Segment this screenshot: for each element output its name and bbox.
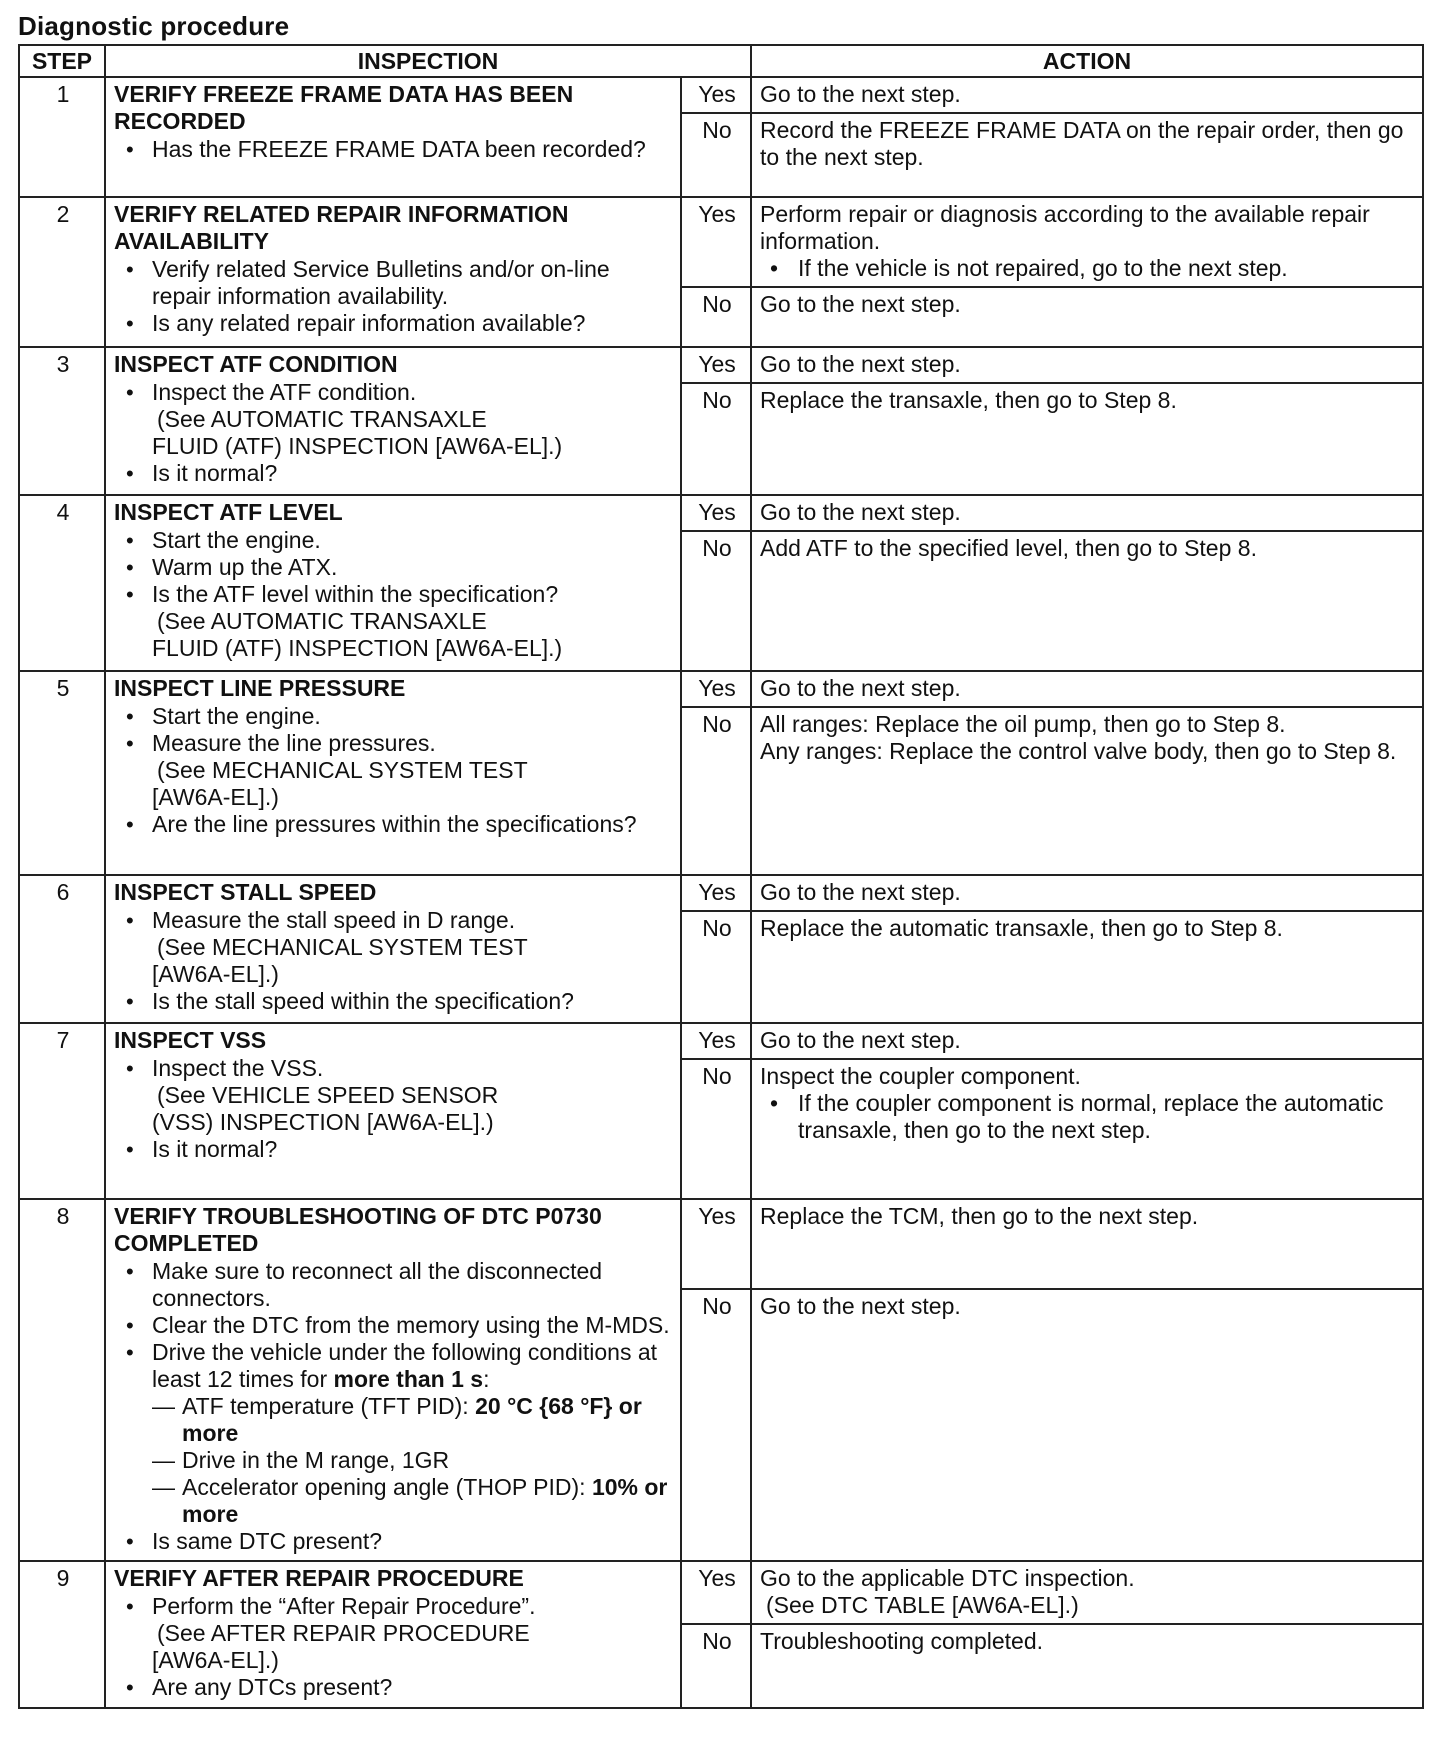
inspection-bullet: • Verify related Service Bulletins and/or on-line repair information availability. [114, 256, 674, 310]
reference-link-cont[interactable]: FLUID (ATF) INSPECTION [AW6A-EL].) [152, 433, 563, 459]
bullet-text-end: : [483, 1366, 490, 1392]
reference-link-cont[interactable]: [AW6A-EL].) [152, 961, 279, 987]
bullet-text: Drive the vehicle under the following conditions at least 12 times for [152, 1339, 658, 1392]
inspection-bullet [114, 1339, 674, 1528]
inspection-cell [105, 77, 681, 197]
yes-label: Yes [681, 1561, 751, 1624]
inspection-question: • Is same DTC present? [114, 1528, 674, 1555]
inspection-title: INSPECT ATF LEVEL [114, 499, 343, 525]
reference-link-cont[interactable]: (VSS) INSPECTION [AW6A-EL].) [152, 1109, 494, 1135]
inspection-bullet [114, 1593, 674, 1674]
inspection-title: INSPECT ATF CONDITION [114, 351, 398, 377]
inspection-bullet-text: Perform the “After Repair Procedure”. [152, 1593, 536, 1619]
yes-label: Yes [681, 495, 751, 531]
step-number: 5 [19, 671, 105, 875]
yes-label: Yes [681, 1023, 751, 1059]
action-yes: Go to the applicable DTC inspection. [760, 1565, 1135, 1591]
inspection-question: • Are any DTCs present? [114, 1674, 674, 1701]
no-label: No [681, 911, 751, 1023]
yes-label: Yes [681, 197, 751, 287]
condition-item [152, 1474, 674, 1528]
inspection-bullet-text: Measure the line pressures. [152, 730, 436, 756]
column-header-action: ACTION [751, 45, 1423, 77]
step-number: 9 [19, 1561, 105, 1708]
no-label: No [681, 707, 751, 875]
table-header-row [19, 45, 1423, 77]
action-yes: Go to the next step. [751, 1023, 1423, 1059]
dash-mark: — [152, 1447, 175, 1473]
no-label: No [681, 113, 751, 197]
table-row [19, 77, 1423, 113]
step-number: 1 [19, 77, 105, 197]
inspection-cell [105, 347, 681, 495]
inspection-bullet-text: Inspect the ATF condition. [152, 379, 417, 405]
reference-link[interactable]: (See DTC TABLE [AW6A-EL].) [766, 1592, 1079, 1618]
action-no: Replace the transaxle, then go to Step 8. [751, 383, 1423, 495]
column-header-step: STEP [19, 45, 105, 77]
inspection-cell [105, 197, 681, 347]
action-no: Troubleshooting completed. [751, 1624, 1423, 1708]
condition-item [152, 1393, 674, 1447]
inspection-bullet [114, 379, 674, 460]
step-number: 7 [19, 1023, 105, 1199]
action-yes: Go to the next step. [751, 875, 1423, 911]
action-no: Go to the next step. [751, 287, 1423, 347]
page-title: Diagnostic procedure [18, 11, 290, 41]
no-label: No [681, 531, 751, 671]
condition-text: Accelerator opening angle (THOP PID): [182, 1474, 592, 1500]
inspection-cell [105, 671, 681, 875]
action-yes: Go to the next step. [751, 347, 1423, 383]
inspection-question-text: Is the ATF level within the specification? [152, 581, 559, 607]
condition-item [152, 1447, 674, 1474]
table-row [19, 495, 1423, 531]
action-no-cell [751, 707, 1423, 875]
condition-text: Drive in the M range, 1GR [182, 1447, 450, 1473]
action-yes: Go to the next step. [751, 495, 1423, 531]
inspection-bullet: • Start the engine. [114, 527, 674, 554]
action-no-sub: • If the coupler component is normal, replace the automatic transaxle, then go to the next step. [760, 1090, 1416, 1144]
action-no: Inspect the coupler component. [760, 1063, 1081, 1089]
reference-link[interactable]: (See AFTER REPAIR PROCEDURE [157, 1620, 530, 1646]
inspection-cell [105, 1023, 681, 1199]
inspection-cell [105, 495, 681, 671]
inspection-title: INSPECT VSS [114, 1027, 267, 1053]
step-number: 8 [19, 1199, 105, 1561]
diagnostic-procedure-table [18, 44, 1424, 1709]
table-row [19, 1023, 1423, 1059]
inspection-question: • Are the line pressures within the specifications? [114, 811, 674, 838]
reference-link-cont[interactable]: [AW6A-EL].) [152, 1647, 279, 1673]
reference-link-cont[interactable]: FLUID (ATF) INSPECTION [AW6A-EL].) [152, 635, 563, 661]
reference-link-cont[interactable]: [AW6A-EL].) [152, 784, 279, 810]
inspection-question: • Is it normal? [114, 460, 674, 487]
inspection-bullet: • Clear the DTC from the memory using the M-MDS. [114, 1312, 674, 1339]
action-yes-cell [751, 197, 1423, 287]
action-yes: Go to the next step. [751, 671, 1423, 707]
table-row [19, 1199, 1423, 1289]
table-row [19, 347, 1423, 383]
inspection-title: VERIFY RELATED REPAIR INFORMATION AVAILABILITY [114, 201, 569, 254]
no-label: No [681, 287, 751, 347]
column-header-inspection: INSPECTION [105, 45, 751, 77]
inspection-title: VERIFY FREEZE FRAME DATA HAS BEEN RECORDED [114, 81, 574, 134]
reference-link[interactable]: (See MECHANICAL SYSTEM TEST [157, 757, 528, 783]
dash-mark: — [152, 1393, 175, 1419]
action-no: Record the FREEZE FRAME DATA on the repair order, then go to the next step. [751, 113, 1423, 197]
action-no: Go to the next step. [751, 1289, 1423, 1561]
inspection-question: • Is the stall speed within the specification? [114, 988, 674, 1015]
step-number: 2 [19, 197, 105, 347]
action-no-line: All ranges: Replace the oil pump, then go to Step 8. [760, 711, 1286, 737]
reference-link[interactable]: (See AUTOMATIC TRANSAXLE [157, 608, 487, 634]
reference-link[interactable]: (See MECHANICAL SYSTEM TEST [157, 934, 528, 960]
inspection-title: INSPECT LINE PRESSURE [114, 675, 406, 701]
inspection-bullet [114, 907, 674, 988]
document-page [18, 10, 1422, 1709]
step-number: 6 [19, 875, 105, 1023]
dash-mark: — [152, 1474, 175, 1500]
inspection-bullet: • Make sure to reconnect all the disconnected connectors. [114, 1258, 674, 1312]
table-row [19, 671, 1423, 707]
inspection-bullet-text: Measure the stall speed in D range. [152, 907, 516, 933]
inspection-question: • Is any related repair information available? [114, 310, 674, 337]
inspection-bullet: • Start the engine. [114, 703, 674, 730]
no-label: No [681, 1059, 751, 1199]
yes-label: Yes [681, 671, 751, 707]
inspection-question: • Is it normal? [114, 1136, 674, 1163]
condition-value: 20 °C {68 °F} or more [182, 1393, 642, 1446]
table-row [19, 1561, 1423, 1624]
no-label: No [681, 1624, 751, 1708]
reference-link[interactable]: (See VEHICLE SPEED SENSOR [157, 1082, 499, 1108]
inspection-bullet: • Warm up the ATX. [114, 554, 674, 581]
table-row [19, 197, 1423, 287]
action-no: Replace the automatic transaxle, then go to Step 8. [751, 911, 1423, 1023]
action-no: Add ATF to the specified level, then go to Step 8. [751, 531, 1423, 671]
bullet-emphasis: more than 1 s [333, 1366, 484, 1392]
yes-label: Yes [681, 347, 751, 383]
action-yes: Go to the next step. [751, 77, 1423, 113]
inspection-cell [105, 1199, 681, 1561]
inspection-cell [105, 875, 681, 1023]
no-label: No [681, 383, 751, 495]
inspection-question: • Has the FREEZE FRAME DATA been recorded? [114, 136, 674, 163]
reference-link[interactable]: (See AUTOMATIC TRANSAXLE [157, 406, 487, 432]
yes-label: Yes [681, 1199, 751, 1289]
action-no-cell [751, 1059, 1423, 1199]
action-yes-sub: • If the vehicle is not repaired, go to the next step. [760, 255, 1416, 282]
condition-value: 10% or more [182, 1474, 668, 1527]
condition-text: ATF temperature (TFT PID): [182, 1393, 476, 1419]
step-number: 4 [19, 495, 105, 671]
action-yes: Perform repair or diagnosis according to the available repair information. [760, 201, 1370, 254]
no-label: No [681, 1289, 751, 1561]
action-no-line: Any ranges: Replace the control valve body, then go to Step 8. [760, 738, 1397, 764]
inspection-cell [105, 1561, 681, 1708]
inspection-question [114, 581, 674, 662]
inspection-title: INSPECT STALL SPEED [114, 879, 377, 905]
yes-label: Yes [681, 77, 751, 113]
inspection-title: VERIFY TROUBLESHOOTING OF DTC P0730 COMPLETED [114, 1203, 602, 1256]
action-yes-cell [751, 1561, 1423, 1624]
inspection-bullet [114, 730, 674, 811]
inspection-bullet [114, 1055, 674, 1136]
step-number: 3 [19, 347, 105, 495]
table-row [19, 875, 1423, 911]
action-yes: Replace the TCM, then go to the next step. [751, 1199, 1423, 1289]
yes-label: Yes [681, 875, 751, 911]
inspection-title: VERIFY AFTER REPAIR PROCEDURE [114, 1565, 524, 1591]
inspection-bullet-text: Inspect the VSS. [152, 1055, 324, 1081]
